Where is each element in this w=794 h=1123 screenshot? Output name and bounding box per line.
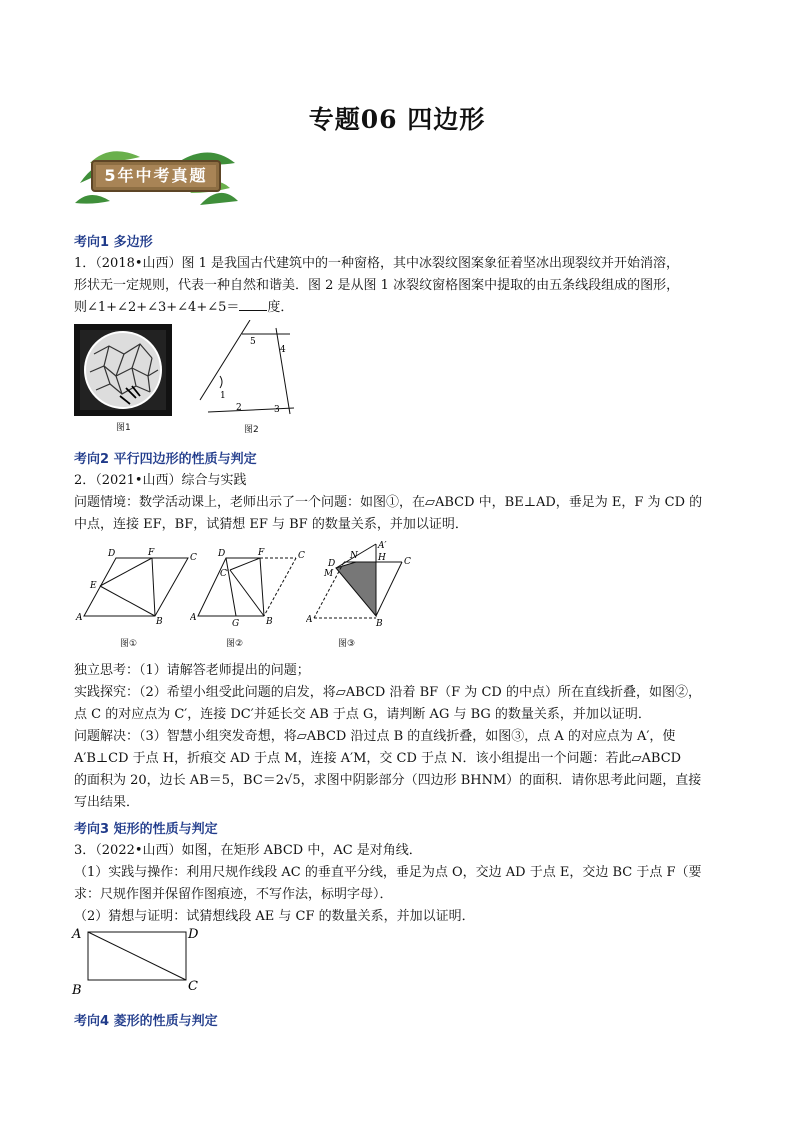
section-2-label: 考向2 平行四边形的性质与判定 [74, 452, 257, 467]
angle-label-3: 3 [274, 405, 280, 415]
rect-label-C: C [188, 979, 198, 994]
q2-line-9: 的面积为 20，边长 AB＝5，BC＝2√5，求图中阴影部分（四边形 BHNM）的面积．请你思考此问题，直接 [74, 773, 702, 788]
f3-label-B: B [376, 619, 383, 628]
q2-line-1: 2．（2021•山西）综合与实践 [74, 473, 247, 488]
f2-label-F: F [258, 548, 265, 558]
q1-line-3 [74, 297, 734, 319]
banner [70, 143, 240, 213]
figure-rectangle-abcd [70, 922, 210, 1000]
page-title: 专题06 四边形 [308, 105, 486, 134]
section-4-label: 考向4 菱形的性质与判定 [74, 1014, 218, 1029]
figure-circled-1 [72, 546, 202, 626]
rect-label-A: A [72, 927, 82, 942]
q3-line-2: （1）实践与操作：利用尺规作线段 AC 的垂直平分线，垂足为点 O，交边 AD 于点 E，交边 BC 于点 F（要 [74, 865, 702, 880]
q3-line-1: 3．（2022•山西）如图，在矩形 ABCD 中，AC 是对角线． [74, 843, 422, 858]
figure-1-window [74, 324, 172, 416]
figure-circled-2-caption: 图② [226, 639, 244, 649]
f1-label-C: C [190, 553, 197, 563]
f3-label-N: N [350, 551, 358, 561]
figure-circled-3 [306, 540, 416, 628]
f2-label-G: G [232, 619, 240, 626]
f1-label-F: F [148, 548, 155, 558]
f1-label-A: A [76, 613, 83, 623]
figure-circled-3-caption: 图③ [338, 639, 356, 649]
angle-label-1: 1 [220, 391, 226, 401]
q2-line-7: 问题解决：（3）智慧小组突发奇想，将▱ABCD 沿过点 B 的直线折叠，如图③，点 A 的对应点为 A′，使 [74, 729, 676, 744]
q2-line-6: 点 C 的对应点为 C′，连接 DC′并延长交 AB 于点 G，请判断 AG 与 BG 的数量关系，并加以证明． [74, 707, 651, 722]
q3-line-4: （2）猜想与证明：试猜想线段 AE 与 CF 的数量关系，并加以证明． [74, 909, 475, 924]
q2-line-10: 写出结果． [74, 795, 140, 810]
q1-line-3-text: 则∠1+∠2+∠3+∠4+∠5＝ [74, 300, 240, 315]
f1-label-D: D [108, 549, 116, 559]
angle-label-2: 2 [236, 403, 242, 413]
angle-label-4: 4 [280, 345, 286, 355]
section-3-label: 考向3 矩形的性质与判定 [74, 822, 218, 837]
q2-line-5: 实践探究：（2）希望小组受此问题的启发，将▱ABCD 沿着 BF（F 为 CD 的中点）所在直线折叠，如图②， [74, 685, 701, 700]
answer-blank [239, 298, 267, 311]
q1-line-3-unit: 度． [267, 300, 294, 315]
f3-label-A: A [306, 615, 313, 625]
f2-label-C-prime: C′ [220, 569, 229, 579]
q2-line-2: 问题情境：数学活动课上，老师出示了一个问题：如图①，在▱ABCD 中，BE⊥AD，垂足为 E，F 为 CD 的 [74, 495, 703, 510]
figure-circled-1-caption: 图① [120, 639, 138, 649]
f3-label-D: D [328, 559, 336, 569]
f3-label-A-prime: A′ [378, 541, 387, 551]
f1-label-E: E [90, 581, 97, 591]
f1-label-B: B [156, 617, 163, 626]
section-1-label: 考向1 多边形 [74, 235, 153, 250]
figure-1-caption: 图1 [116, 423, 131, 433]
figure-2-segments [190, 320, 300, 420]
figure-2-caption: 图2 [244, 425, 259, 435]
q1-line-2: 形状无一定规则，代表一种自然和谐美．图 2 是从图 1 冰裂纹窗格图案中提取的由五条线段组成的图形， [74, 278, 680, 293]
f3-label-M: M [324, 569, 334, 579]
figure-circled-2 [190, 546, 310, 626]
q2-line-3: 中点，连接 EF，BF，试猜想 EF 与 BF 的数量关系，并加以证明． [74, 517, 468, 532]
q2-line-4: 独立思考：（1）请解答老师提出的问题； [74, 663, 310, 678]
f2-label-D: D [218, 549, 226, 559]
rect-label-B: B [72, 983, 82, 998]
f3-label-H: H [378, 553, 386, 563]
q2-line-8: A′B⊥CD 于点 H，折痕交 AD 于点 M，连接 A′M，交 CD 于点 N．该小组提出一个问题：若此▱ABCD [74, 751, 682, 766]
f3-label-C: C [404, 557, 411, 567]
q1-line-1: 1．（2018•山西）图 1 是我国古代建筑中的一种窗格，其中冰裂纹图案象征着坚冰出现裂纹并开始消溶， [74, 256, 680, 271]
f2-label-A: A [190, 613, 197, 623]
f2-label-B: B [266, 617, 273, 626]
f2-label-C: C [298, 551, 305, 561]
angle-label-5: 5 [250, 337, 256, 347]
rect-label-D: D [188, 927, 199, 942]
banner-text: 5年中考真题 [104, 166, 208, 185]
q3-line-3: 求：尺规作图并保留作图痕迹，不写作法，标明字母）． [74, 887, 393, 902]
